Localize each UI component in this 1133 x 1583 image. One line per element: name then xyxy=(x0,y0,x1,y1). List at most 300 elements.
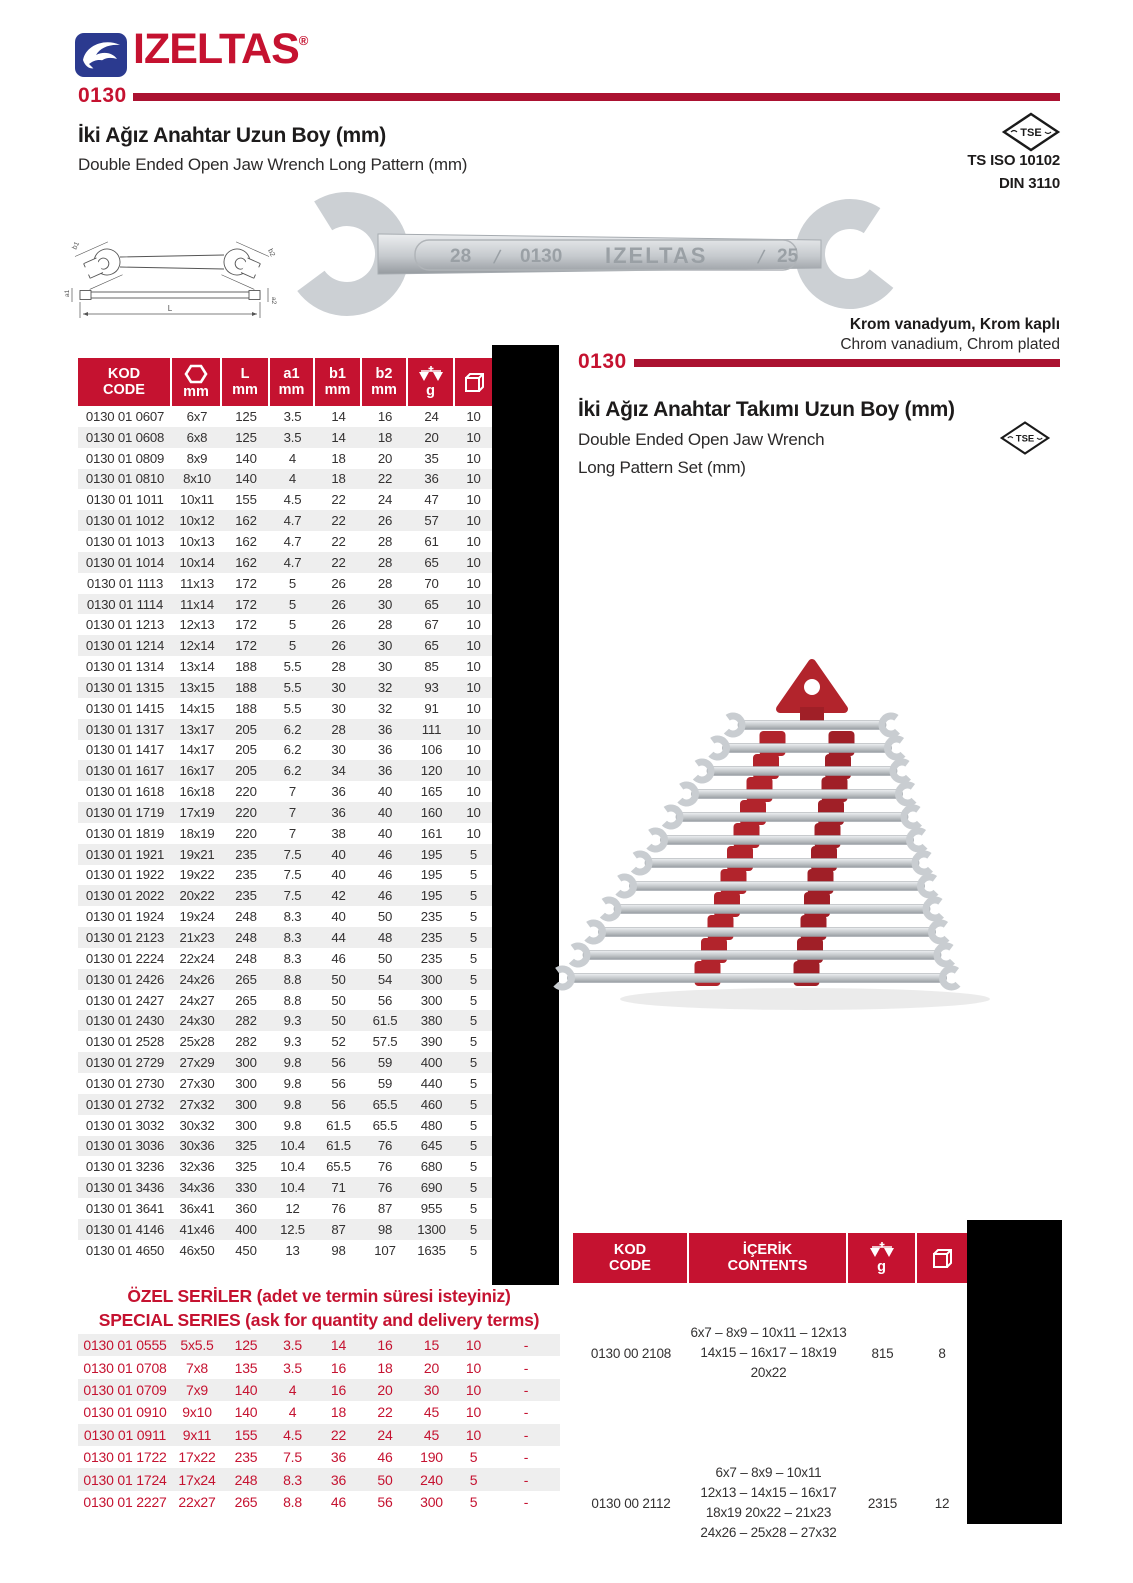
table-cell: 5 xyxy=(469,1449,478,1466)
table-cell: 5 xyxy=(469,1471,478,1488)
table-cell: 205 xyxy=(235,763,257,779)
table-cell: 19x21 xyxy=(179,846,215,862)
table-row xyxy=(78,1073,492,1094)
table-cell: 5 xyxy=(469,909,478,925)
table-cell: 5.5 xyxy=(283,679,302,695)
table-cell: 235 xyxy=(420,930,443,946)
table-cell: 8.3 xyxy=(283,930,302,946)
header-label: a1 xyxy=(283,365,300,382)
table-cell: 56 xyxy=(377,1493,393,1510)
table-row xyxy=(78,1031,492,1052)
table-cell: 87 xyxy=(377,1200,393,1216)
table-cell: 36 xyxy=(377,763,393,779)
table-cell: 9x11 xyxy=(182,1426,212,1443)
table-cell: 10 xyxy=(466,679,481,695)
table-cell: 5 xyxy=(469,950,478,966)
black-divider-band xyxy=(492,345,559,1285)
table-cell: 9.8 xyxy=(283,1055,302,1071)
table-cell: 162 xyxy=(235,554,257,570)
table-cell: 25x28 xyxy=(179,1034,215,1050)
table-cell: 19x22 xyxy=(179,867,215,883)
table-cell: 50 xyxy=(377,950,393,966)
table-cell: 4 xyxy=(288,471,297,487)
table-cell: 10x13 xyxy=(179,533,215,549)
table-cell: 10 xyxy=(466,513,481,529)
table-cell: 9.3 xyxy=(283,1013,302,1029)
table-cell: 59 xyxy=(377,1075,393,1091)
table-cell: 0130 01 2430 xyxy=(85,1013,165,1029)
table-cell: 4.7 xyxy=(283,513,302,529)
table-cell: 41x46 xyxy=(179,1221,215,1237)
header-label: mm xyxy=(324,382,351,398)
wrench-photo xyxy=(265,182,925,327)
material-note-tr: Krom vanadyum, Krom kaplı xyxy=(849,316,1060,333)
table-cell: 220 xyxy=(235,825,257,841)
table-row xyxy=(78,781,492,802)
set-table-body xyxy=(573,1283,967,1583)
table-cell: 28 xyxy=(331,721,346,737)
table-cell: 18 xyxy=(377,429,393,445)
header-label: CONTENTS xyxy=(727,1258,808,1274)
table-cell: 9x10 xyxy=(182,1404,212,1421)
header-b1 xyxy=(315,358,362,406)
table-cell: 282 xyxy=(235,1034,257,1050)
table-cell: 5 xyxy=(469,971,478,987)
table-cell: 172 xyxy=(235,638,257,654)
table-cell: 4 xyxy=(288,1381,297,1398)
table-cell: 40 xyxy=(331,909,346,925)
header-label: KOD xyxy=(613,1241,647,1258)
table-cell: 10 xyxy=(465,1337,482,1354)
table-cell: 0130 01 2426 xyxy=(85,971,165,987)
table-cell: 40 xyxy=(377,825,393,841)
table-cell: 0130 01 1114 xyxy=(86,596,164,612)
table-cell: 91 xyxy=(424,700,439,716)
table-cell: 155 xyxy=(234,1426,258,1443)
table-cell: 248 xyxy=(235,909,257,925)
table-cell: 27x32 xyxy=(179,1096,215,1112)
table-cell: 160 xyxy=(420,804,443,820)
table-cell: 57.5 xyxy=(372,1034,398,1050)
stamp-divider: / xyxy=(491,246,502,270)
table-row xyxy=(78,635,492,656)
header-a1 xyxy=(270,358,315,406)
table-cell: 67 xyxy=(424,617,439,633)
table-cell: 16 xyxy=(330,1359,347,1376)
table-row xyxy=(78,1010,492,1031)
table-row xyxy=(78,1379,560,1401)
table-cell: 28 xyxy=(331,659,346,675)
table-cell: 5 xyxy=(288,596,297,612)
table-cell: 5.5 xyxy=(283,700,302,716)
table-cell: 248 xyxy=(235,930,257,946)
table-row xyxy=(78,1198,492,1219)
table-cell: 56 xyxy=(377,992,393,1008)
table-cell: 205 xyxy=(235,721,257,737)
table-cell: 59 xyxy=(377,1055,393,1071)
table-row xyxy=(78,719,492,740)
table-cell: 0130 01 2427 xyxy=(85,992,165,1008)
table-cell: 44 xyxy=(331,930,346,946)
table-cell: 10 xyxy=(466,408,481,424)
table-cell: 7 xyxy=(288,784,297,800)
table-cell: 955 xyxy=(420,1200,443,1216)
table-cell: 400 xyxy=(235,1221,257,1237)
header-size-mm xyxy=(172,358,222,406)
table-cell: 22 xyxy=(331,513,346,529)
table-cell: 10 xyxy=(466,596,481,612)
table-row xyxy=(78,906,492,927)
header-label: g xyxy=(426,382,435,399)
table-cell: 50 xyxy=(331,992,346,1008)
table-cell: 16 xyxy=(330,1381,347,1398)
table-cell: 10 xyxy=(466,763,481,779)
table-cell: 172 xyxy=(235,596,257,612)
table-cell: 205 xyxy=(235,742,257,758)
table-cell: 0130 01 0607 xyxy=(85,408,165,424)
table-row xyxy=(78,552,492,573)
table-cell: 38 xyxy=(331,825,346,841)
table-cell: 28 xyxy=(377,617,393,633)
set-table-cell: 8 xyxy=(938,1345,946,1361)
table-cell: 265 xyxy=(234,1493,258,1510)
header-label: g xyxy=(877,1258,886,1275)
table-cell: 12x13 xyxy=(179,617,215,633)
table-cell: - xyxy=(523,1359,529,1376)
table-cell: 140 xyxy=(235,450,257,466)
table-cell: 155 xyxy=(235,492,257,508)
set-table-header xyxy=(573,1233,967,1283)
header-rule xyxy=(133,93,1060,101)
table-cell: 195 xyxy=(420,867,443,883)
main-table-header xyxy=(78,358,492,406)
table-cell: 0130 01 2224 xyxy=(85,950,165,966)
table-cell: 36 xyxy=(331,804,346,820)
table-cell: 42 xyxy=(331,888,346,904)
table-cell: 0130 01 1719 xyxy=(85,804,165,820)
table-cell: - xyxy=(523,1381,529,1398)
table-cell: 50 xyxy=(331,971,346,987)
table-cell: 46 xyxy=(377,1449,393,1466)
table-cell: 172 xyxy=(235,575,257,591)
table-cell: 20 xyxy=(424,429,439,445)
table-cell: 0130 01 1924 xyxy=(85,909,165,925)
table-cell: 4.7 xyxy=(283,533,302,549)
table-cell: 61.5 xyxy=(372,1013,398,1029)
table-cell: 0130 01 1013 xyxy=(85,533,165,549)
table-row xyxy=(78,531,492,552)
table-cell: 0130 01 2022 xyxy=(85,888,165,904)
table-row xyxy=(78,510,492,531)
table-cell: 10 xyxy=(466,804,481,820)
table-cell: 120 xyxy=(420,763,443,779)
table-cell: 300 xyxy=(235,1075,257,1091)
table-cell: 35 xyxy=(424,450,439,466)
table-cell: 45 xyxy=(423,1404,440,1421)
table-cell: 28 xyxy=(377,533,393,549)
table-cell: 65.5 xyxy=(372,1096,398,1112)
table-cell: - xyxy=(523,1404,529,1421)
table-row xyxy=(78,448,492,469)
table-cell: 5 xyxy=(288,575,297,591)
table-cell: 11x14 xyxy=(180,596,214,612)
table-cell: 9.3 xyxy=(283,1034,302,1050)
section-title-en: Double Ended Open Jaw Wrench Long Pattern (mm) xyxy=(78,155,468,174)
table-cell: 76 xyxy=(331,1200,346,1216)
table-cell: 235 xyxy=(235,846,257,862)
table-cell: 36 xyxy=(377,721,393,737)
brand-name: IZELTAS xyxy=(133,25,299,73)
table-cell: 27x30 xyxy=(179,1075,215,1091)
table-row xyxy=(78,1052,492,1073)
table-cell: 13x14 xyxy=(179,659,215,675)
table-cell: 6.2 xyxy=(283,742,302,758)
table-row xyxy=(78,802,492,823)
table-cell: 0130 01 1617 xyxy=(85,763,165,779)
table-cell: 24 xyxy=(424,408,439,424)
table-cell: 14 xyxy=(331,408,346,424)
table-cell: 390 xyxy=(420,1034,443,1050)
table-cell: 0130 01 1113 xyxy=(86,575,164,591)
table-cell: 15 xyxy=(423,1337,440,1354)
table-cell: 0130 01 4146 xyxy=(85,1221,165,1237)
table-cell: 0130 01 1012 xyxy=(85,513,165,529)
table-cell: 7 xyxy=(288,825,297,841)
table-cell: 4.7 xyxy=(283,554,302,570)
table-row xyxy=(78,927,492,948)
brand-wordmark xyxy=(133,25,309,73)
table-cell: 0130 01 0709 xyxy=(83,1381,167,1398)
stamp-size-right: 25 xyxy=(777,246,799,267)
table-cell: 248 xyxy=(234,1471,258,1488)
table-cell: 240 xyxy=(420,1471,443,1488)
table-cell: 325 xyxy=(235,1159,257,1175)
header-label: mm xyxy=(371,382,397,398)
dim-b1: b1 xyxy=(71,240,82,251)
table-cell: 22 xyxy=(377,471,393,487)
brand-logo-icon xyxy=(75,33,127,77)
table-cell: 52 xyxy=(331,1034,346,1050)
table-cell: 47 xyxy=(424,492,439,508)
table-cell: 125 xyxy=(235,408,257,424)
table-cell: 50 xyxy=(377,909,393,925)
table-cell: 165 xyxy=(420,784,443,800)
table-cell: 40 xyxy=(377,784,393,800)
table-cell: 24x27 xyxy=(179,992,215,1008)
table-cell: 17x22 xyxy=(178,1449,216,1466)
table-cell: 0130 01 0810 xyxy=(85,471,165,487)
table-cell: 0130 01 3032 xyxy=(85,1117,165,1133)
table-cell: 20 xyxy=(377,450,393,466)
table-cell: 300 xyxy=(420,1493,443,1510)
table-cell: 325 xyxy=(235,1138,257,1154)
tse-badge-icon-2 xyxy=(1000,420,1050,456)
table-cell: 460 xyxy=(420,1096,443,1112)
table-cell: 1300 xyxy=(417,1221,446,1237)
table-cell: 161 xyxy=(420,825,443,841)
table-cell: 56 xyxy=(331,1075,346,1091)
table-cell: 7.5 xyxy=(283,1449,302,1466)
table-cell: 22 xyxy=(377,1404,393,1421)
table-cell: 22x24 xyxy=(179,950,215,966)
table-cell: 21x23 xyxy=(179,930,215,946)
table-cell: 12x14 xyxy=(179,638,215,654)
table-cell: 172 xyxy=(235,617,257,633)
table-cell: - xyxy=(523,1337,529,1354)
table-cell: 162 xyxy=(235,533,257,549)
table-cell: 7.5 xyxy=(283,867,302,883)
table-row xyxy=(78,1491,560,1513)
table-cell: 188 xyxy=(235,659,257,675)
table-cell: 10 xyxy=(466,742,481,758)
table-cell: 9.8 xyxy=(283,1117,302,1133)
table-cell: 26 xyxy=(331,638,346,654)
table-cell: 0130 01 0809 xyxy=(85,450,165,466)
table-cell: 135 xyxy=(234,1359,258,1376)
table-cell: 7.5 xyxy=(283,846,302,862)
table-cell: 0130 01 3036 xyxy=(85,1138,165,1154)
table-cell: 0130 01 2732 xyxy=(85,1096,165,1112)
table-cell: 14x17 xyxy=(179,742,215,758)
table-cell: 0130 01 1922 xyxy=(85,867,165,883)
set-title-tr: İki Ağız Anahtar Takımı Uzun Boy (mm) xyxy=(578,398,955,421)
table-cell: 14 xyxy=(330,1337,347,1354)
table-cell: 5 xyxy=(469,930,478,946)
table-cell: 13x15 xyxy=(179,679,215,695)
header-L xyxy=(222,358,270,406)
table-cell: 17x19 xyxy=(179,804,215,820)
table-cell: 10 xyxy=(465,1359,482,1376)
standard-iso: TS ISO 10102 xyxy=(967,152,1060,169)
table-cell: 46 xyxy=(377,846,393,862)
table-cell: 5 xyxy=(469,1096,478,1112)
table-row xyxy=(78,1446,560,1468)
package-icon xyxy=(931,1247,953,1269)
main-table xyxy=(78,358,492,1261)
table-cell: 0130 01 0911 xyxy=(83,1426,167,1443)
header-label: CODE xyxy=(103,382,145,398)
table-cell: 10 xyxy=(466,825,481,841)
table-cell: 5 xyxy=(469,1180,478,1196)
header-kod-code xyxy=(78,358,172,406)
table-cell: 36 xyxy=(424,471,439,487)
header-b2 xyxy=(362,358,408,406)
table-cell: 30 xyxy=(331,679,346,695)
table-cell: 46 xyxy=(331,950,346,966)
table-cell: 690 xyxy=(420,1180,443,1196)
table-cell: 10.4 xyxy=(280,1138,305,1154)
table-cell: 5 xyxy=(469,1159,478,1175)
table-cell: 5 xyxy=(469,867,478,883)
table-cell: 36 xyxy=(331,784,346,800)
table-cell: 265 xyxy=(235,992,257,1008)
table-cell: 8.3 xyxy=(283,950,302,966)
table-row xyxy=(78,823,492,844)
table-cell: 8.3 xyxy=(283,909,302,925)
table-cell: 3.5 xyxy=(283,429,302,445)
table-cell: 5.5 xyxy=(283,659,302,675)
table-cell: 76 xyxy=(377,1159,393,1175)
table-cell: 3.5 xyxy=(283,408,302,424)
header-label: KOD xyxy=(107,365,141,382)
header-label: mm xyxy=(232,382,258,398)
table-cell: 54 xyxy=(377,971,393,987)
table-cell: 7.5 xyxy=(283,888,302,904)
table-cell: 30 xyxy=(331,742,346,758)
table-cell: 27x29 xyxy=(179,1055,215,1071)
table-cell: 9.8 xyxy=(283,1096,302,1112)
table-row xyxy=(78,1094,492,1115)
table-cell: 6x7 xyxy=(186,408,208,424)
table-cell: 5 xyxy=(288,638,297,654)
table-cell: 85 xyxy=(424,659,439,675)
table-cell: 18x19 xyxy=(179,825,215,841)
table-cell: 10.4 xyxy=(280,1180,305,1196)
table-row xyxy=(78,573,492,594)
table-cell: 5 xyxy=(469,992,478,1008)
table-cell: 300 xyxy=(235,1117,257,1133)
table-cell: 5 xyxy=(469,846,478,862)
table-cell: 106 xyxy=(420,742,443,758)
table-cell: 24 xyxy=(377,492,393,508)
table-cell: 34 xyxy=(331,763,346,779)
table-row xyxy=(78,1424,560,1446)
table-cell: 0130 01 1618 xyxy=(85,784,165,800)
table-cell: 360 xyxy=(235,1200,257,1216)
table-cell: 10 xyxy=(466,533,481,549)
header-weight xyxy=(848,1233,917,1283)
table-cell: 0130 01 2730 xyxy=(85,1075,165,1091)
table-cell: 5 xyxy=(469,1075,478,1091)
right-header-rule xyxy=(634,359,1060,367)
black-corner-band xyxy=(967,1220,1062,1524)
table-cell: 18 xyxy=(331,450,346,466)
table-cell: 65 xyxy=(424,554,439,570)
table-cell: 20 xyxy=(423,1359,440,1376)
special-series-title-tr: ÖZEL SERİLER (adet ve termin süresi isteyiniz) xyxy=(127,1286,511,1306)
table-cell: 30 xyxy=(377,659,393,675)
table-row xyxy=(78,990,492,1011)
table-cell: 65.5 xyxy=(372,1117,398,1133)
header-label: b1 xyxy=(329,365,346,382)
header-label: mm xyxy=(278,382,305,398)
table-row xyxy=(78,1156,492,1177)
table-cell: 4.5 xyxy=(283,1426,302,1443)
set-table-row xyxy=(573,1283,967,1423)
table-cell: 300 xyxy=(235,1055,257,1071)
table-row xyxy=(78,469,492,490)
set-table-cell: 0130 00 2108 xyxy=(590,1345,672,1361)
table-cell: 0130 01 3236 xyxy=(85,1159,165,1175)
set-table-row xyxy=(573,1423,967,1583)
table-cell: 26 xyxy=(331,575,346,591)
table-cell: 30x32 xyxy=(179,1117,215,1133)
table-cell: 36 xyxy=(330,1471,347,1488)
table-cell: 190 xyxy=(420,1449,443,1466)
table-cell: 22x27 xyxy=(178,1493,216,1510)
table-cell: 32 xyxy=(377,700,393,716)
registered-mark: ® xyxy=(298,33,309,48)
technical-drawing xyxy=(62,220,277,324)
header-label: CODE xyxy=(609,1258,651,1274)
table-cell: 300 xyxy=(420,992,443,1008)
table-cell: 10 xyxy=(466,471,481,487)
set-title-en1: Double Ended Open Jaw Wrench xyxy=(578,430,825,449)
table-cell: 10 xyxy=(465,1404,482,1421)
table-cell: 8x10 xyxy=(183,471,211,487)
wrench-set-photo xyxy=(580,645,1040,1025)
table-row xyxy=(78,865,492,886)
